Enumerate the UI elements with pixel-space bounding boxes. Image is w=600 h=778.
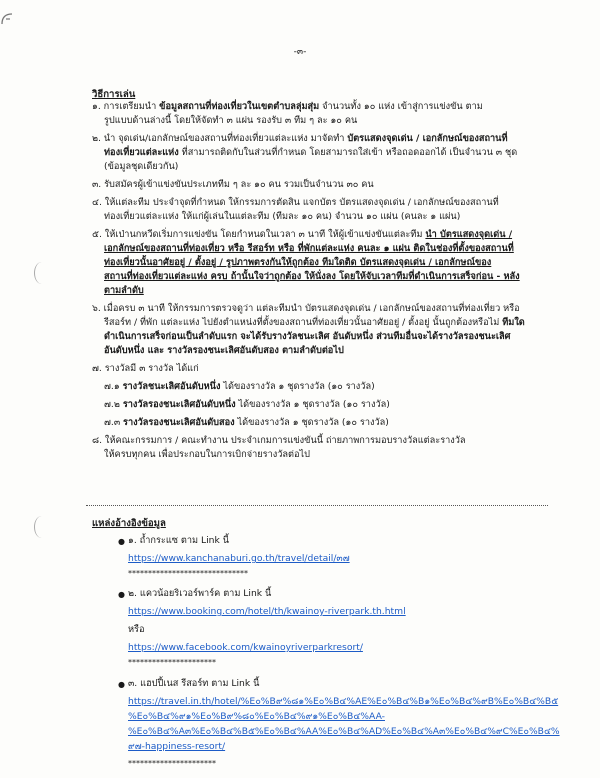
rules-text: (ข้อมูลชุดเดียวกัน) — [104, 161, 179, 172]
reference-label: ๑. ถ้ำกระแซ ตาม Link นี้ — [128, 535, 230, 546]
rules-text: ข้อมูลสถานที่ท่องเที่ยวในเขตตำบลลุ่มสุ่ม — [159, 101, 320, 112]
section-divider — [86, 505, 548, 506]
rules-text: รูปแบบด้านล่างนี้ โดยให้จัดทำ ๓ แผ่น รองรับ ๓ ทีม ๆ ละ ๑๐ คน — [104, 115, 358, 126]
rules-text: ๕. ให้เป่านกหวีดเริ่มการแข่งขัน โดยกำหนดในเวลา ๓ นาที ให้ผู้เข้าแข่งขันแต่ละทีม — [92, 229, 426, 240]
reference-label: ๓. แฮปปี้เนส รีสอร์ท ตาม Link นี้ — [128, 678, 260, 689]
rules-heading: วิธีการเล่น — [92, 89, 136, 100]
bullet-icon: ● — [118, 680, 125, 689]
rules-text: สถานที่ท่องเที่ยวแต่ละแห่ง ครบ ถ้านั้นใจว่าถูกต้อง ให้นั่งลง โดยให้จับเวลาทีมที่ดำเนินการเสร็จก่อน - หลัง — [104, 271, 520, 282]
rules-text: ๑. การเตรียมนำ — [92, 101, 160, 112]
rules-text: รีสอร์ท / ที่พัก แต่ละแห่ง ไปยังตำแหน่งที่ตั้งของสถานที่ท่องเที่ยวนั้นอาศัยอยู่ / ตั้งอยู่ นั้นถูกต้องหรือไม่ — [104, 317, 503, 328]
rules-text: ท่องเที่ยวแต่ละแห่ง — [104, 147, 179, 158]
rules-text: ๓. รับสมัครผู้เข้าแข่งขันประเภททีม ๆ ละ ๑๐ คน รวมเป็นจำนวน ๓๐ คน — [92, 179, 374, 190]
rules-line — [104, 380, 375, 393]
rules-text: บัตรแสดงจุดเด่น / เอกลักษณ์ของสถานที่ — [347, 133, 508, 144]
rules-line — [92, 302, 520, 315]
rules-text: ได้ของรางวัล ๑ ชุดรางวัล (๑๐ รางวัล) — [234, 417, 389, 428]
rules-text: อันดับหนึ่ง และ รางวัลรองชนะเลิศอันดับสอง ตามลำดับต่อไป — [104, 345, 344, 356]
rules-text: ๗.๒ — [104, 399, 123, 410]
reference-separator: ********************** — [128, 759, 216, 768]
rules-text: ๗.๑ — [104, 381, 123, 392]
rules-line — [104, 256, 491, 269]
bullet-icon: ● — [118, 590, 125, 599]
rules-line — [92, 434, 466, 447]
rules-text: ได้ของรางวัล ๑ ชุดรางวัล (๑๐ รางวัล) — [235, 399, 390, 410]
rules-text: ๗.๓ — [104, 417, 124, 428]
rules-text: รางวัลชนะเลิศอันดับหนึ่ง — [122, 381, 221, 392]
reference-separator: ****************************** — [128, 569, 248, 578]
rules-line — [104, 160, 178, 173]
rules-line — [92, 228, 512, 241]
rules-text: เอกลักษณ์ของสถานที่ท่องเที่ยว หรือ รีสอร์ท หรือ ที่พักแต่ละแห่ง คนละ ๑ แผ่น ติดในช่องที่ตั้งของสถานที่ — [104, 243, 514, 254]
reference-link[interactable]: https://travel.in.th/hotel/%E๐%B๙%๘๑%E๐%B๔%AE%E๐%B๔%B๑%E๐%B๔%๙B%E๐%B๔%B๕ — [128, 696, 559, 707]
page-number: -๓- — [293, 47, 307, 57]
reference-link[interactable]: %E๐%B๔%A๓%E๐%B๔%B๕%E๐%B๔%AA%E๐%B๔%AD%E๐%B๔%A๓%E๐%B๔%๙C%E๐%B๔% — [128, 726, 560, 737]
corner-mark-icon — [0, 10, 18, 28]
rules-text: ให้ครบทุกคน เพื่อประกอบในการเบิกจ่ายรางวัลต่อไป — [104, 449, 310, 460]
reference-label: ๒. แควน้อยริเวอร์พาร์ค ตาม Link นี้ — [128, 588, 272, 599]
rules-text: ๖. เมื่อครบ ๓ นาที ให้กรรมการตรวจดูว่า แต่ละทีมนำ บัตรแสดงจุดเด่น / เอกลักษณ์ของสถานที่ท่องเที่ยว หรือ — [92, 303, 520, 314]
rules-line — [92, 178, 374, 191]
reference-or-text: หรือ — [128, 624, 145, 635]
punch-hole-mark — [34, 262, 49, 284]
reference-link[interactable]: https://www.kanchanaburi.go.th/travel/detail/๓๗ — [128, 553, 350, 564]
rules-text: ท่องเที่ยวนั้นอาศัยอยู่ / ตั้งอยู่ / รูปภาพตรงกันให้ถูกต้อง ทีมใดติด บัตรแสดงจุดเด่น / เอกลักษณ์ของ — [104, 257, 492, 268]
rules-text: ได้ของรางวัล ๑ ชุดรางวัล (๑๐ รางวัล) — [220, 381, 375, 392]
rules-line — [104, 284, 144, 297]
reference-link[interactable]: ๙๗-happiness-resort/ — [128, 741, 226, 752]
rules-line — [104, 114, 357, 127]
punch-hole-mark — [34, 516, 49, 538]
rules-line — [104, 210, 460, 223]
rules-line — [92, 362, 199, 375]
rules-line — [104, 448, 310, 461]
rules-text: ๒. นำ จุดเด่น/เอกลักษณ์ของสถานที่ท่องเที่ยวแต่ละแห่ง มาจัดทำ — [92, 133, 348, 144]
rules-line — [104, 242, 514, 255]
rules-line — [104, 270, 520, 283]
rules-line — [104, 146, 517, 159]
rules-line — [92, 196, 499, 209]
reference-link[interactable]: https://www.booking.com/hotel/th/kwainoy-riverpark.th.html — [128, 606, 406, 617]
rules-text: ๔. ให้แต่ละทีม ประจำจุดที่กำหนด ให้กรรมการตัดสิน แจกบัตร บัตรแสดงจุดเด่น / เอกลักษณ์ของสถานที่ — [92, 197, 499, 208]
rules-text: นำ บัตรแสดงจุดเด่น / — [425, 229, 513, 240]
rules-text: ๘. ให้คณะกรรมการ / คณะทำงาน ประจำเกมการแข่งขันนี้ ถ่ายภาพการมอบรางวัลแต่ละรางวัล — [92, 435, 466, 446]
rules-line — [92, 100, 483, 113]
bullet-icon: ● — [118, 537, 125, 546]
references-heading: แหล่งอ้างอิงข้อมูล — [92, 518, 166, 529]
rules-line — [104, 344, 344, 357]
rules-text: ดำเนินการเสร็จก่อนเป็นลำดับแรก จะได้รับรางวัลชนะเลิศ อันดับหนึ่ง ส่วนทีมอื่นจะได้รางวัลรองชนะเลิศ — [104, 331, 511, 342]
rules-text: จำนวนทั้ง ๑๐ แห่ง เข้าสู่การแข่งขัน ตาม — [319, 101, 483, 112]
rules-line — [104, 316, 525, 329]
rules-text: รางวัลรองชนะเลิศอันดับสอง — [123, 417, 235, 428]
rules-line — [104, 416, 389, 429]
rules-line — [104, 398, 390, 411]
rules-text: ท่องเที่ยวแต่ละแห่ง ให้แก่ผู้เล่นในแต่ละทีม (ทีมละ ๑๐ คน) จำนวน ๑๐ แผ่น (คนละ ๑ แผ่น) — [104, 211, 461, 222]
rules-text: ทีมใด — [502, 317, 525, 328]
reference-separator: ********************** — [128, 658, 216, 667]
rules-text: รางวัลรองชนะเลิศอันดับหนึ่ง — [122, 399, 236, 410]
reference-link[interactable]: %E๐%B๔%๙๑%E๐%B๙%๘๐%E๐%B๔%๙๑%E๐%B๔%AA- — [128, 711, 385, 722]
rules-line — [92, 132, 508, 145]
rules-text: ตามลำดับ — [104, 285, 144, 296]
reference-link[interactable]: https://www.facebook.com/kwainoyriverparkresort/ — [128, 642, 363, 653]
rules-line — [104, 330, 511, 343]
rules-text: ที่สามารถติดกับในส่วนที่กำหนด โดยสามารถใส่เข้า หรือถอดออกได้ เป็นจำนวน ๓ ชุด — [178, 147, 518, 158]
rules-text: ๗. รางวัลมี ๓ รางวัล ได้แก่ — [92, 363, 199, 374]
